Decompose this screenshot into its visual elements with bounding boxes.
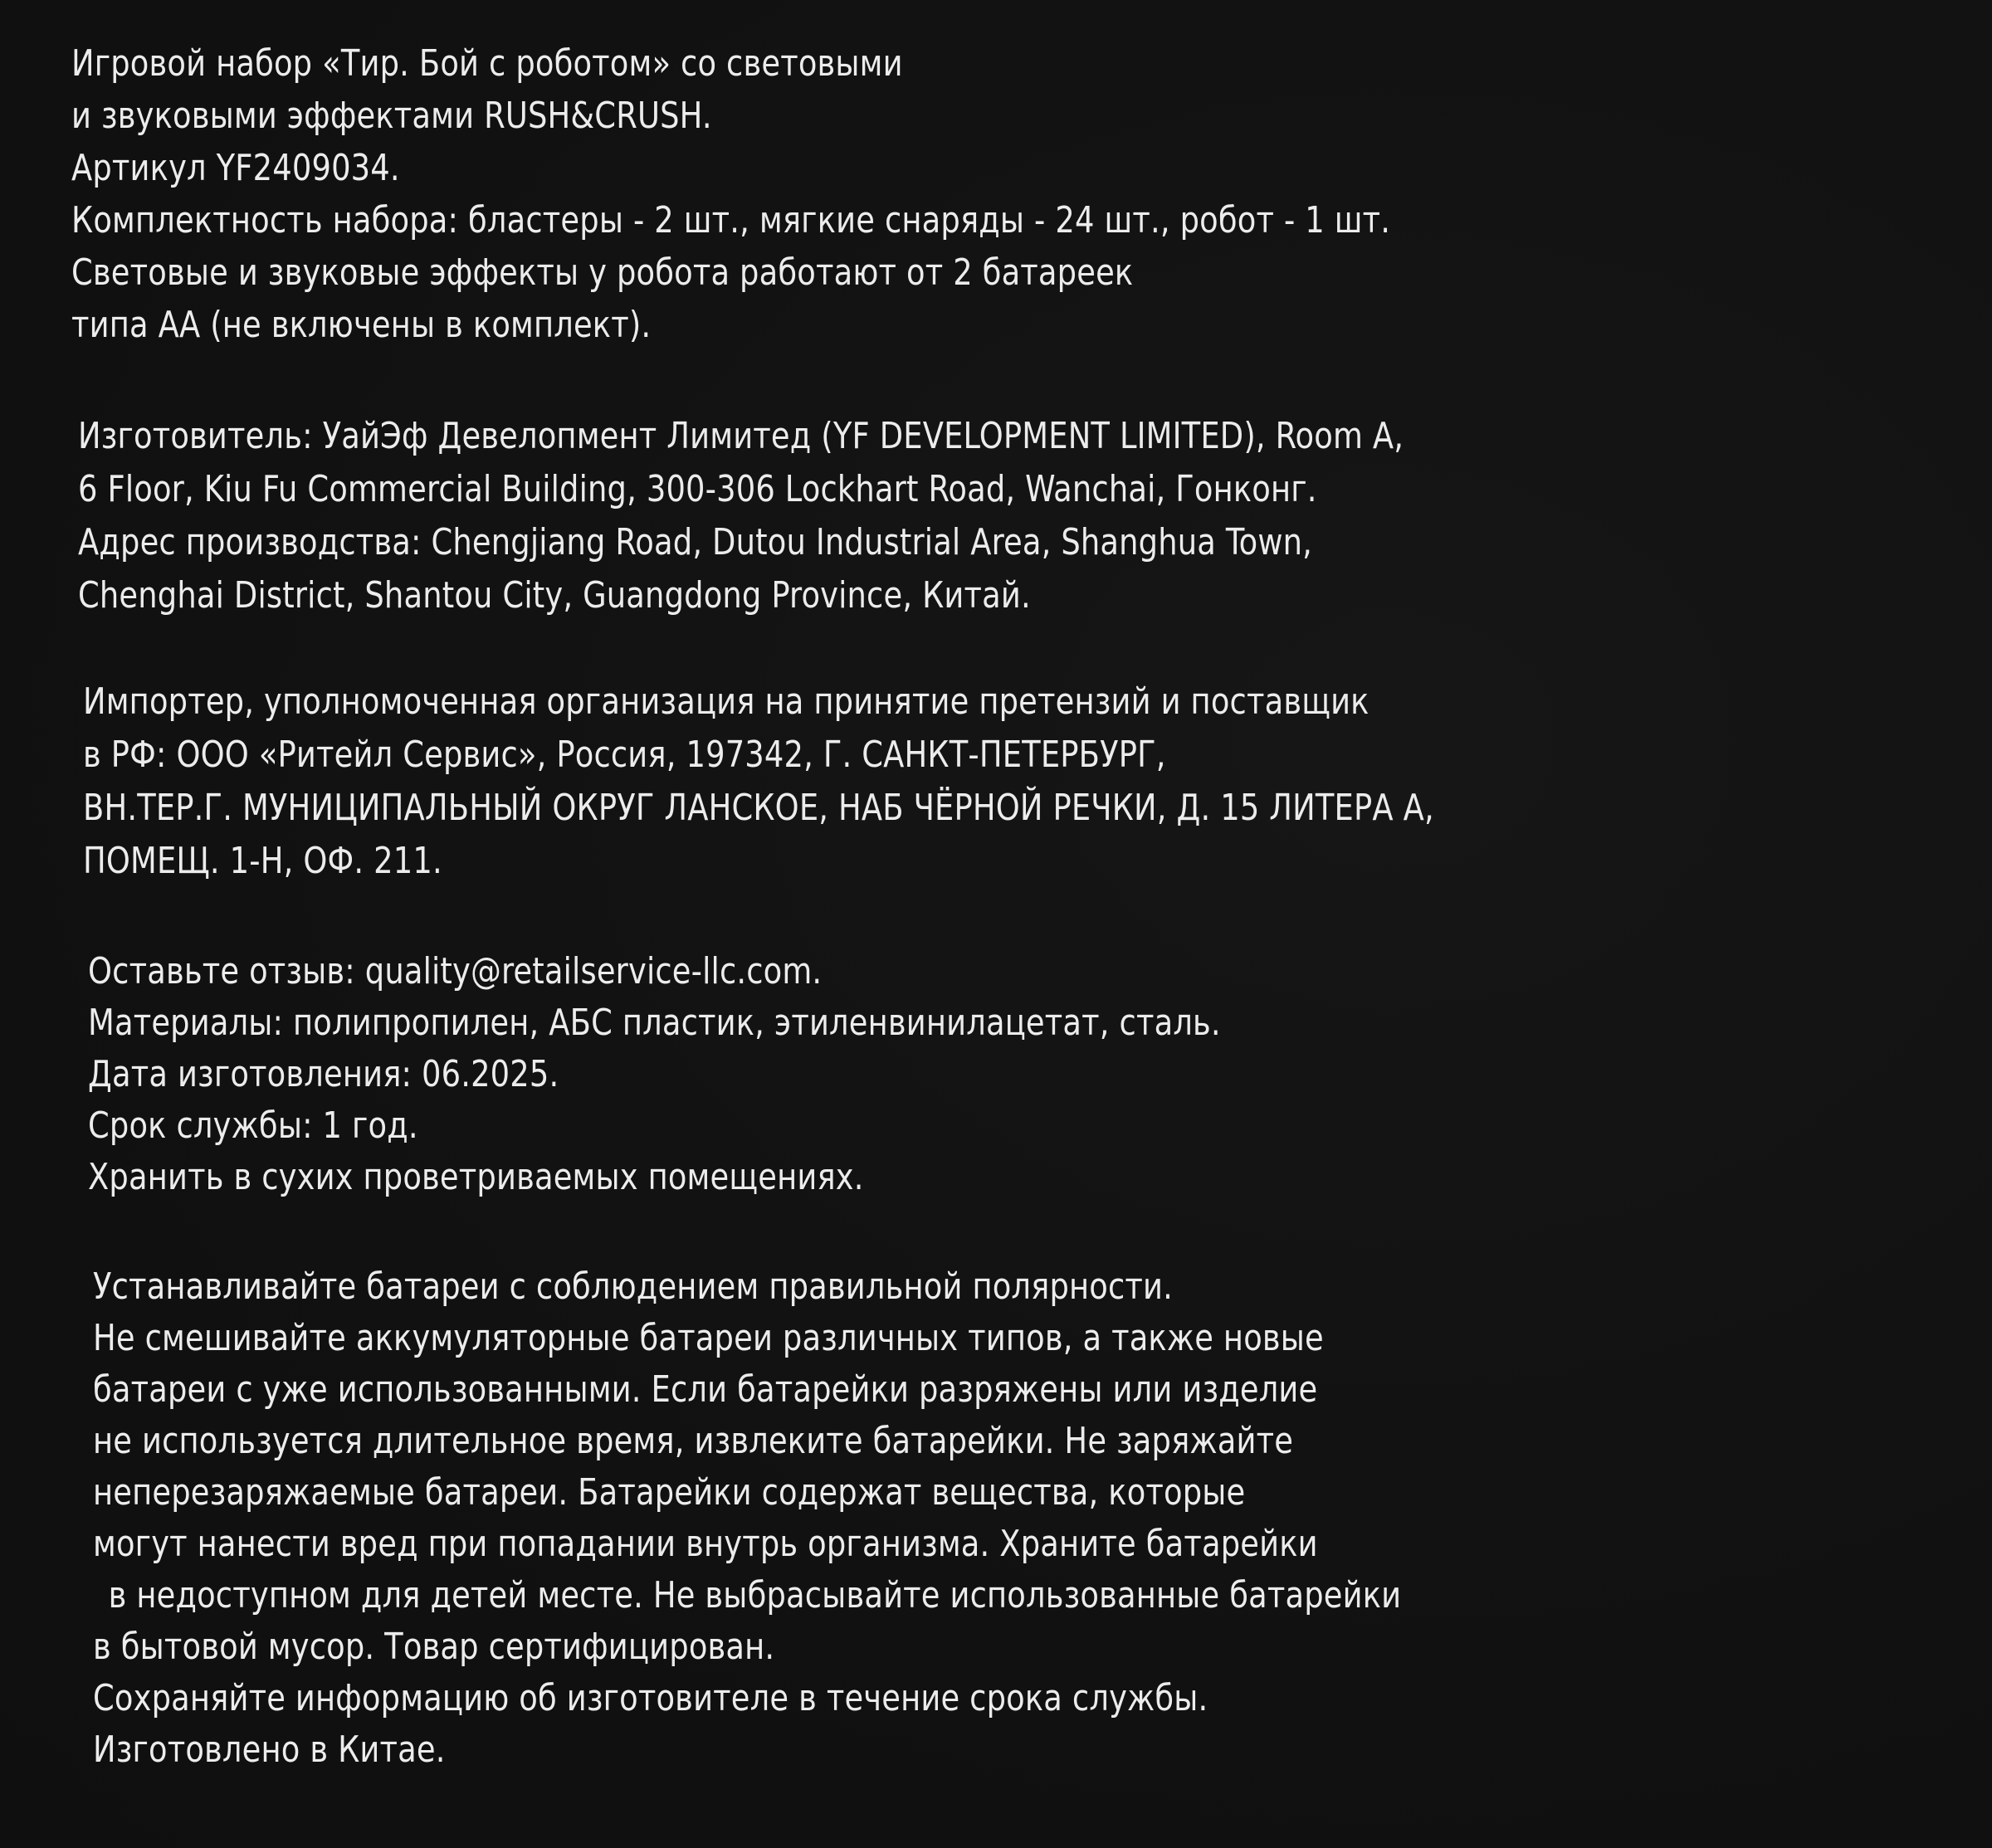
keep-manufacturer-info: Сохраняйте информацию об изготовителе в течение срока службы.	[93, 1677, 1208, 1719]
product-description	[71, 37, 1490, 351]
product-details	[88, 946, 1306, 1203]
warning-line-1: Устанавливайте батареи с соблюдением правильной полярности.	[93, 1265, 1174, 1308]
battery-info-line-2: типа АА (не включены в комплект).	[71, 304, 652, 346]
product-title-line-2: и звуковыми эффектами RUSH&CRUSH.	[71, 95, 712, 137]
importer-line-4: ПОМЕЩ. 1-Н, ОФ. 211.	[83, 840, 442, 882]
made-in-china: Изготовлено в Китае.	[93, 1729, 446, 1771]
service-life: Срок службы: 1 год.	[88, 1104, 418, 1147]
product-title-line-1: Игровой набор «Тир. Бой с роботом» со световыми	[71, 42, 903, 85]
warning-line-7: в недоступном для детей месте. Не выбрасывайте использованные батарейки	[108, 1574, 1402, 1616]
importer-line-2: в РФ: ООО «Ритейл Сервис», Россия, 197342, Г. САНКТ-ПЕТЕРБУРГ,	[83, 734, 1166, 776]
warning-line-3: батареи с уже использованными. Если батарейки разряжены или изделие	[93, 1368, 1318, 1411]
warning-line-5: неперезаряжаемые батареи. Батарейки содержат вещества, которые	[93, 1471, 1246, 1514]
importer-line-3: ВН.ТЕР.Г. МУНИЦИПАЛЬНЫЙ ОКРУГ ЛАНСКОЕ, НАБ ЧЁРНОЙ РЕЧКИ, Д. 15 ЛИТЕРА А,	[83, 787, 1434, 829]
manufacturer-line-2: 6 Floor, Kiu Fu Commercial Building, 300-306 Lockhart Road, Wanchai, Гонконг.	[78, 468, 1317, 510]
warning-line-4: не используется длительное время, извлеките батарейки. Не заряжайте	[93, 1420, 1294, 1462]
importer-info	[83, 675, 1536, 888]
manufacturer-line-1: Изготовитель: УайЭф Девелопмент Лимитед (YF DEVELOPMENT LIMITED), Room A,	[78, 415, 1404, 457]
manufacture-date: Дата изготовления: 06.2025.	[88, 1053, 559, 1095]
warning-line-8: в бытовой мусор. Товар сертифицирован.	[93, 1626, 775, 1668]
set-contents: Комплектность набора: бластеры - 2 шт., мягкие снаряды - 24 шт., робот - 1 шт.	[71, 199, 1391, 241]
battery-info-line-1: Световые и звуковые эффекты у робота работают от 2 батареек	[71, 251, 1134, 294]
battery-warnings	[93, 1261, 1500, 1776]
article-number: Артикул YF2409034.	[71, 147, 400, 189]
feedback-email: Оставьте отзыв: quality@retailservice-llc.com.	[88, 950, 823, 992]
importer-line-1: Импортер, уполномоченная организация на принятие претензий и поставщик	[83, 680, 1370, 723]
production-address-line-1: Адрес производства: Chengjiang Road, Dutou Industrial Area, Shanghua Town,	[78, 521, 1313, 563]
production-address-line-2: Chenghai District, Shantou City, Guangdong Province, Китай.	[78, 574, 1031, 617]
warning-line-6: могут нанести вред при попадании внутрь организма. Храните батарейки	[93, 1523, 1318, 1565]
storage-conditions: Хранить в сухих проветриваемых помещениях.	[88, 1156, 864, 1198]
manufacturer-info	[78, 410, 1503, 622]
materials: Материалы: полипропилен, АБС пластик, этиленвинилацетат, сталь.	[88, 1002, 1221, 1044]
warning-line-2: Не смешивайте аккумуляторные батареи различных типов, а также новые	[93, 1317, 1324, 1359]
